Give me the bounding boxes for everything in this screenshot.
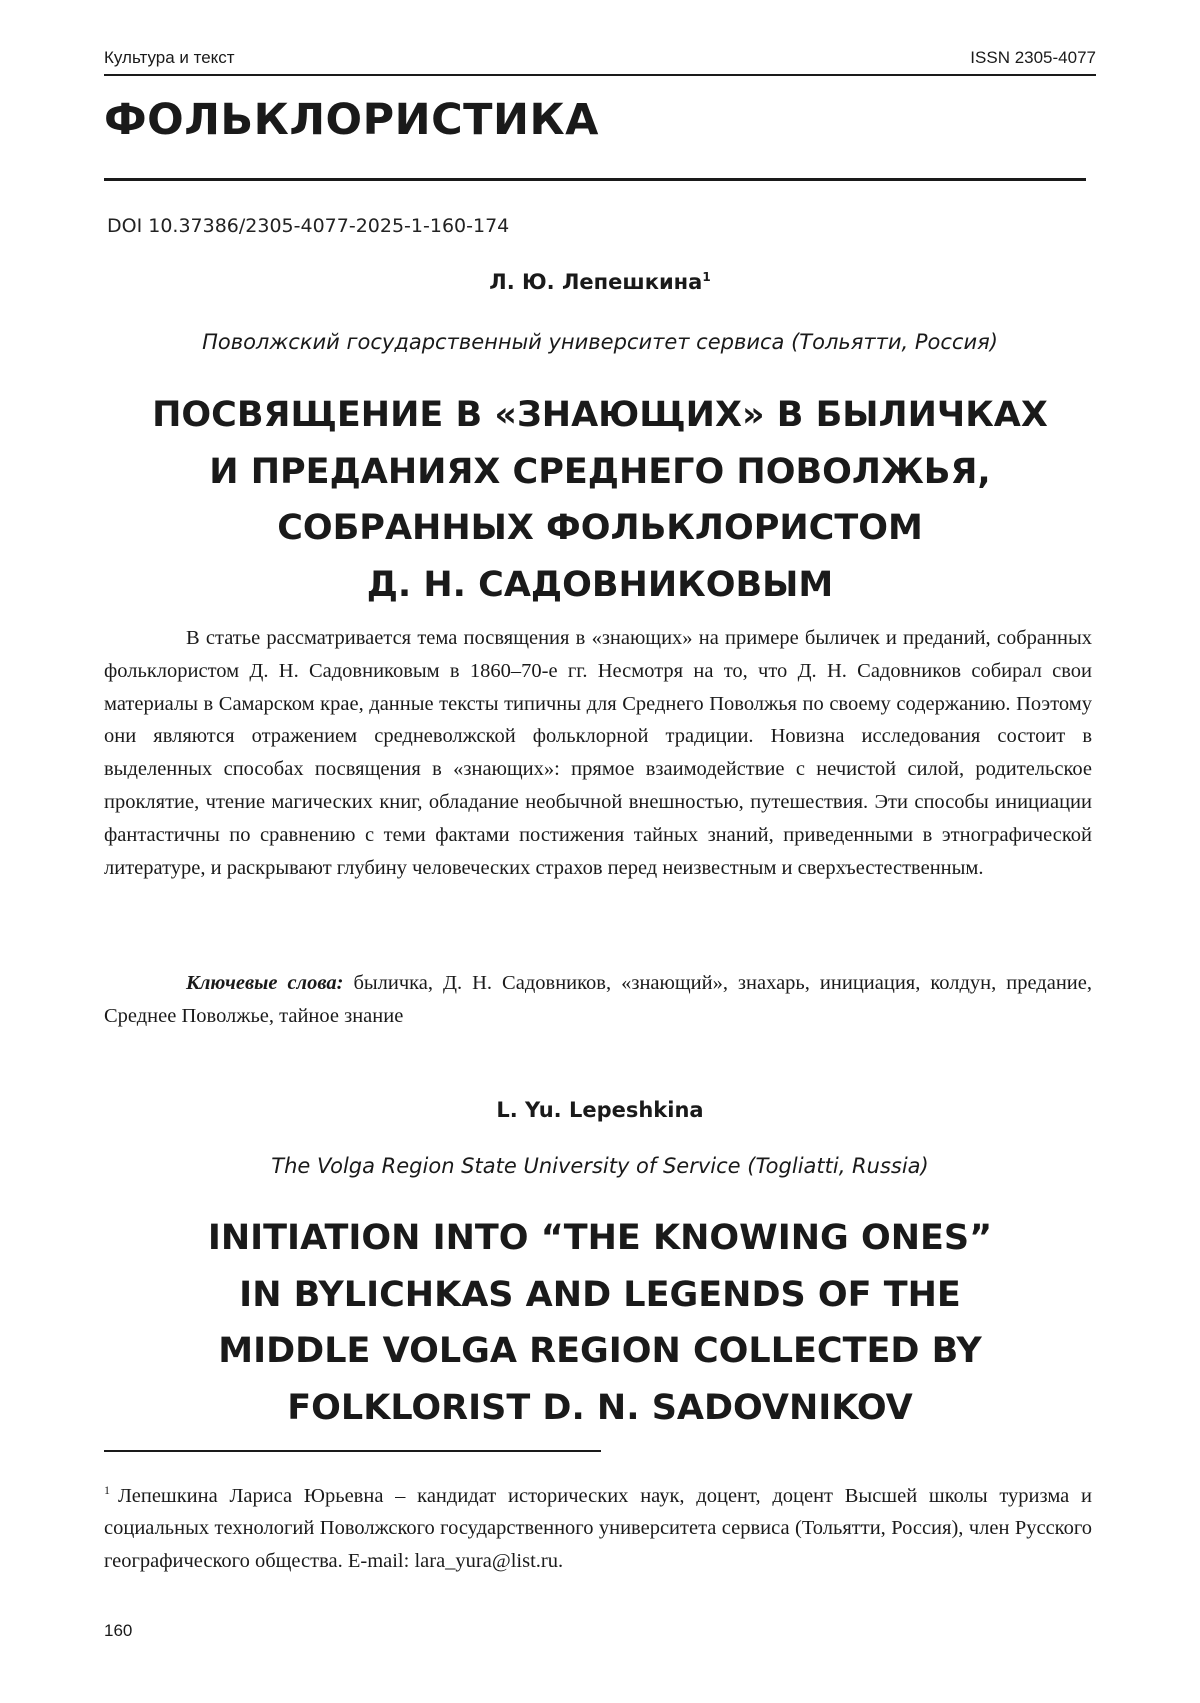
author-en: L. Yu. Lepeshkina	[496, 1098, 704, 1122]
affiliation-en: The Volga Region State University of Service (Togliatti, Russia)	[271, 1154, 929, 1178]
article-title-en	[104, 1210, 1096, 1436]
article-title-ru	[104, 387, 1096, 613]
issn-number: ISSN 2305-4077	[970, 48, 1096, 67]
author-footnote-mark: 1	[702, 270, 711, 284]
keywords-list: быличка, Д. Н. Садовников, «знающий», знахарь, инициация, колдун, предание, Среднее Поволжье, тайное знание	[104, 972, 1092, 1027]
title-ru-line: СОБРАННЫХ ФОЛЬКЛОРИСТОМ	[277, 508, 923, 548]
title-ru-line: Д. Н. САДОВНИКОВЫМ	[366, 564, 834, 605]
abstract-ru: В статье рассматривается тема посвящения в «знающих» на примере быличек и преданий, собранных фольклористом Д. Н. Садовниковым в 1860–70-е гг. Несмотря на то, что Д. Н. Садовников собирал свои материалы в Самарском крае, данные тексты типичны для Среднего Поволжья по своему содержанию. Поэтому они являются отражением средневолжской фольклорной традиции. Новизна исследования состоит в выделенных способах посвящения в «знающих»: прямое взаимодействие с нечистой силой, родительское проклятие, чтение магических книг, обладание необычной внешностью, путешествия. Эти способы инициации фантастичны по сравнению с теми фактами постижения тайных знаний, приведенными в этнографической литературе, и раскрывают глубину человеческих страхов перед неизвестным и сверхъестественным.	[104, 627, 1092, 879]
keywords-label: Ключевые слова:	[186, 972, 344, 994]
title-en-line: INITIATION INTO “THE KNOWING ONES”	[207, 1218, 993, 1258]
footnote-text: Лепешкина Лариса Юрьевна – кандидат исторических наук, доцент, доцент Высшей школы туризма и социальных технологий Поволжского государственного университета сервиса (Тольятти, Россия), член Русского географического общества. E-mail: lara_yura@list.ru.	[104, 1484, 1092, 1572]
title-en-line: IN BYLICHKAS AND LEGENDS OF THE	[239, 1274, 961, 1315]
footnote-mark: 1	[104, 1483, 110, 1497]
footnote	[104, 1474, 1092, 1577]
affiliation-ru: Поволжский государственный университет сервиса (Тольятти, Россия)	[202, 330, 998, 354]
running-header	[104, 44, 1096, 76]
footnote-divider	[104, 1450, 601, 1452]
author-ru-name: Л. Ю. Лепешкина	[489, 270, 703, 294]
title-ru-line: ПОСВЯЩЕНИЕ В «ЗНАЮЩИХ» В БЫЛИЧКАХ	[152, 395, 1048, 435]
journal-name: Культура и текст	[104, 48, 235, 67]
doi-line: DOI 10.37386/2305-4077-2025-1-160-174	[107, 215, 510, 237]
author-ru	[104, 270, 1096, 294]
page-number: 160	[104, 1621, 133, 1640]
title-en-line: FOLKLORIST D. N. SADOVNIKOV	[287, 1387, 913, 1428]
keywords-ru	[104, 967, 1092, 1033]
section-divider	[104, 178, 1086, 181]
title-ru-line: И ПРЕДАНИЯХ СРЕДНЕГО ПОВОЛЖЬЯ,	[209, 451, 991, 492]
title-en-line: MIDDLE VOLGA REGION COLLECTED BY	[218, 1331, 982, 1371]
section-title: ФОЛЬКЛОРИСТИКА	[104, 95, 599, 145]
